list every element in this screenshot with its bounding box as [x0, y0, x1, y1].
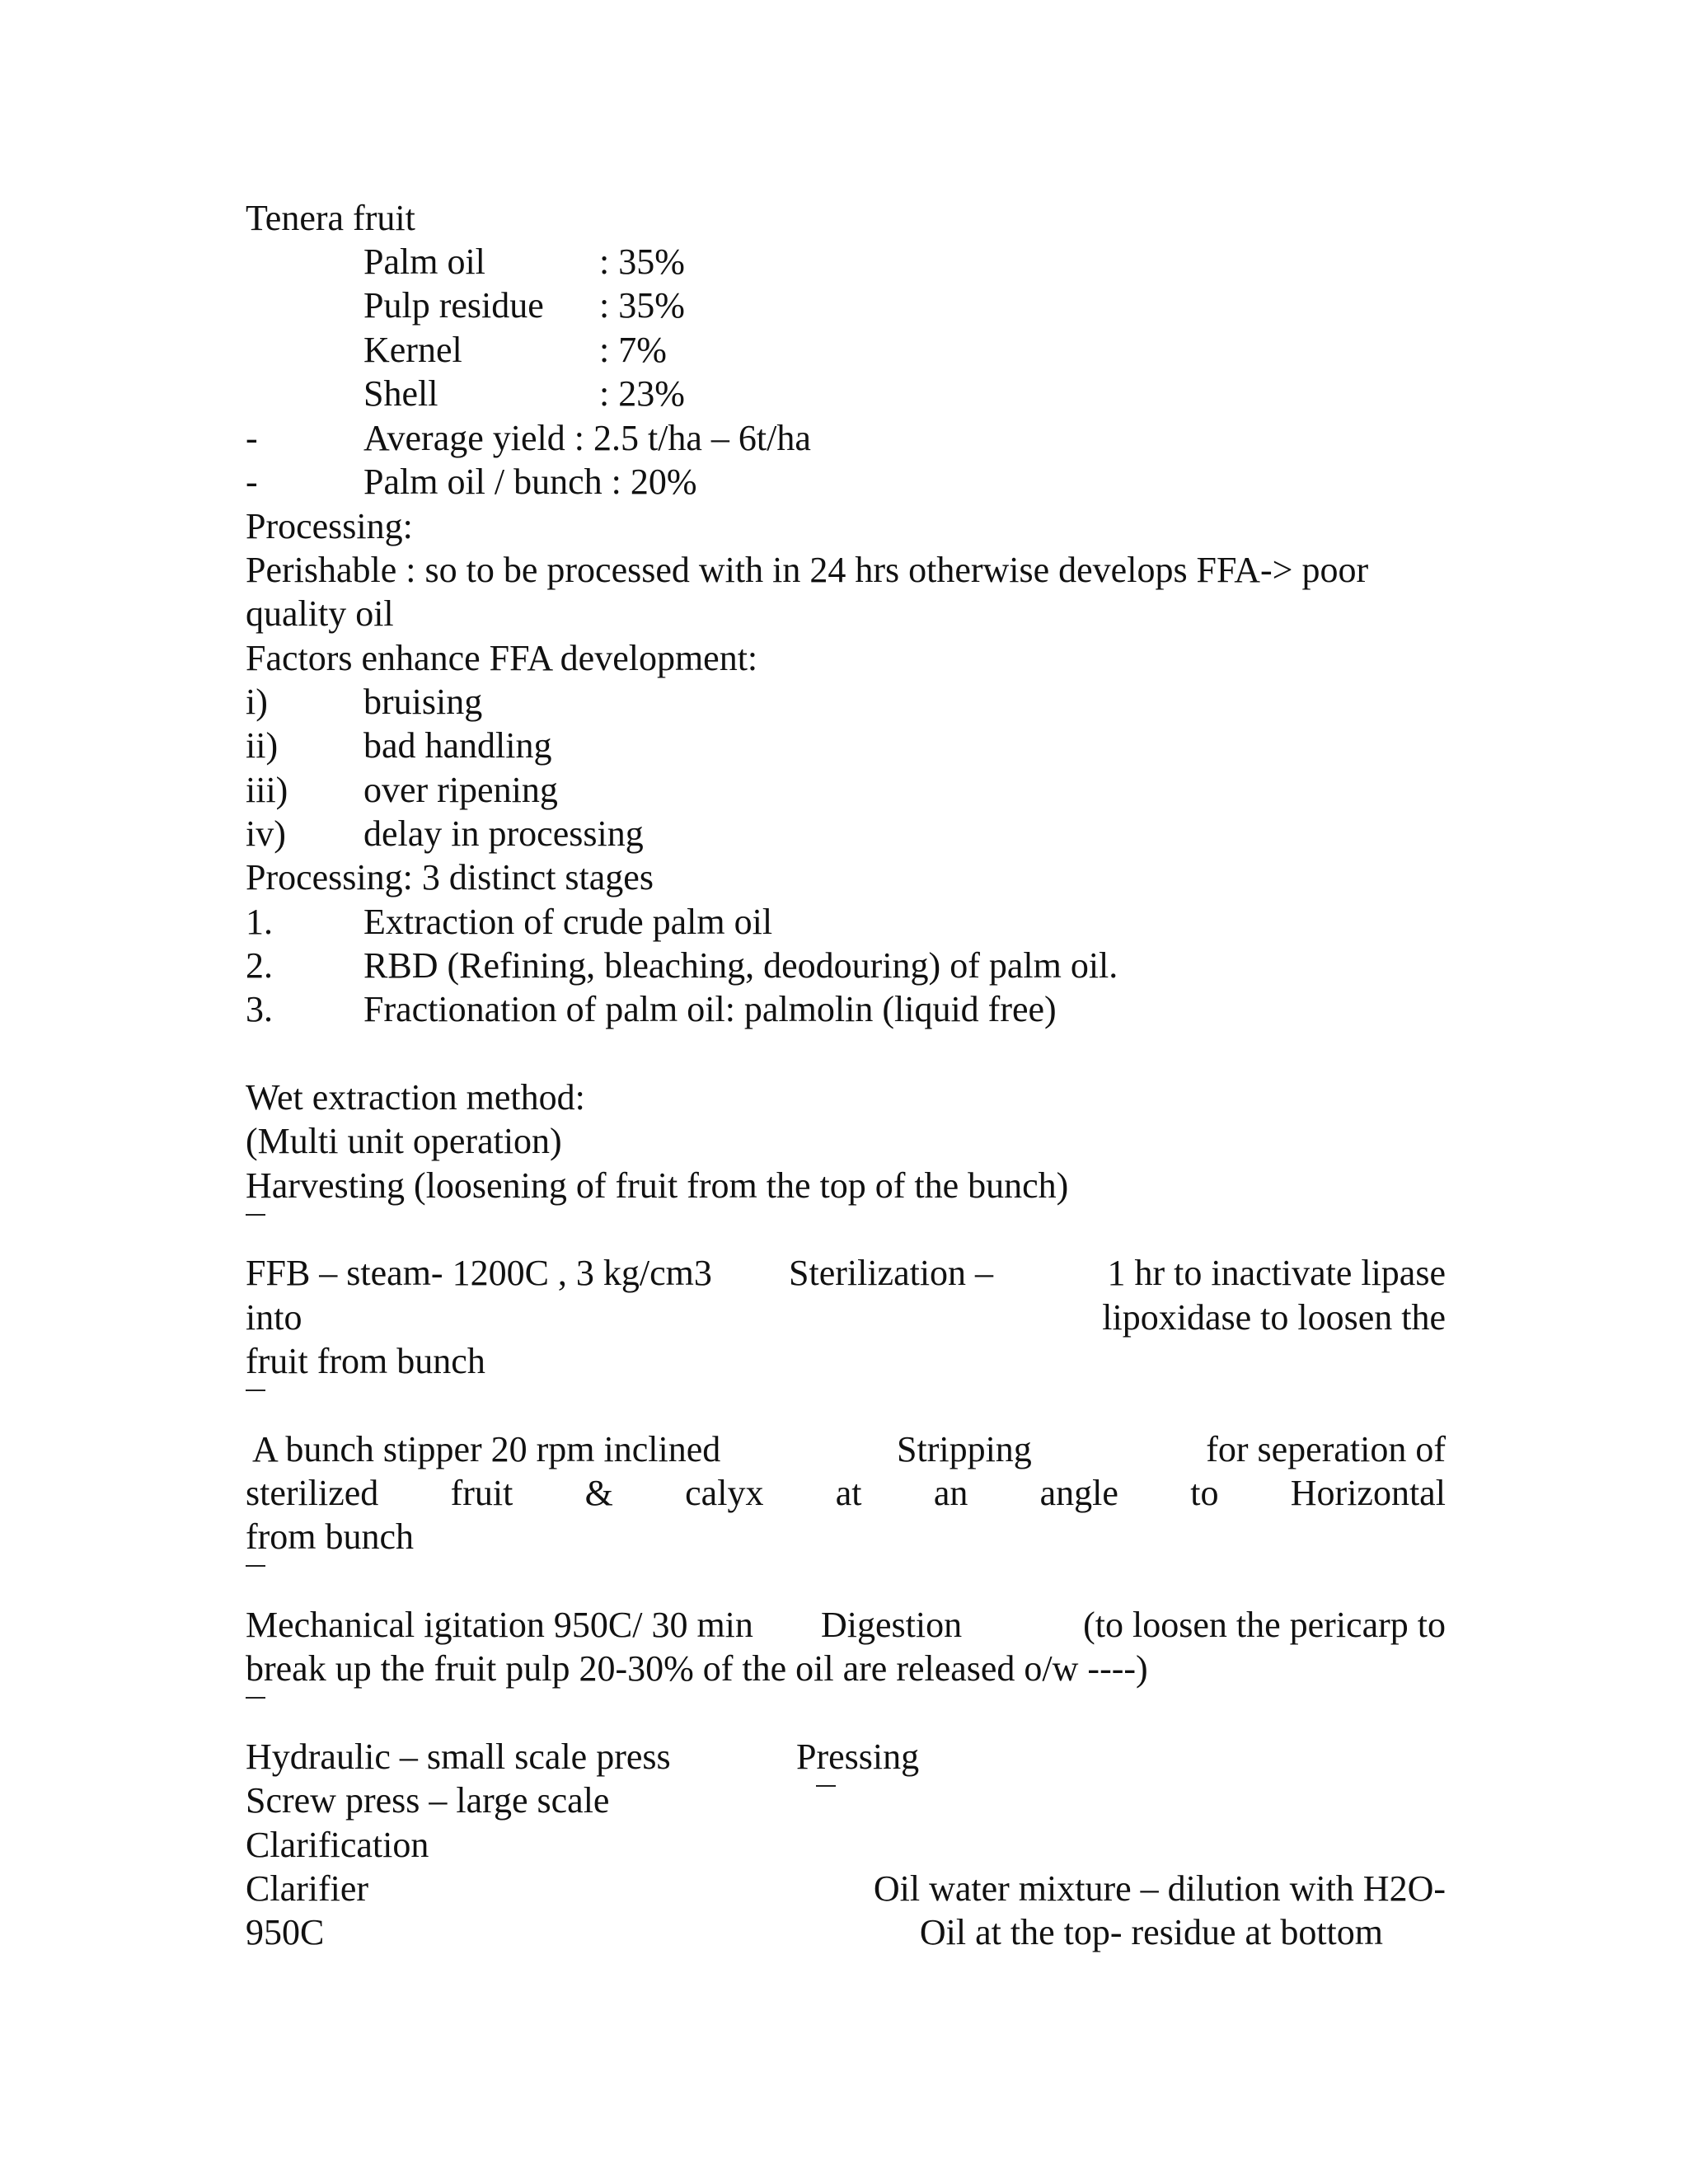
flow-arrow-mark	[246, 1565, 265, 1567]
sterilization-conditions: FFB – steam- 1200C , 3 kg/cm3	[246, 1253, 712, 1293]
factors-title: Factors enhance FFA development:	[246, 638, 758, 678]
harvesting-line: Harvesting (loosening of fruit from the top of the bunch)	[246, 1165, 1069, 1206]
bullet-marker: -	[246, 462, 258, 502]
stage-text: RBD (Refining, bleaching, deodouring) of palm oil.	[363, 945, 1118, 986]
word: calyx	[685, 1473, 764, 1513]
clarification-note: Oil water mixture – dilution with H2O-	[873, 1868, 1446, 1909]
composition-value: : 35%	[599, 241, 685, 282]
composition-label: Pulp residue	[363, 285, 544, 326]
stage-marker: 3.	[246, 989, 273, 1029]
composition-value: : 23%	[599, 373, 685, 414]
stripping-label: Stripping	[897, 1429, 1032, 1469]
word: angle	[1039, 1473, 1118, 1513]
word: fruit	[450, 1473, 513, 1513]
stripping-equipment: A bunch stipper 20 rpm inclined	[252, 1429, 721, 1469]
digestion-label: Digestion	[821, 1605, 963, 1645]
stage-text: Fractionation of palm oil: palmolin (liquid free)	[363, 989, 1057, 1029]
bullet-text: Palm oil / bunch : 20%	[363, 462, 697, 502]
factor-marker: iv)	[246, 813, 286, 854]
digestion-purpose: (to loosen the pericarp to	[1083, 1605, 1446, 1645]
factor-marker: iii)	[246, 770, 288, 810]
composition-value: : 7%	[599, 330, 667, 370]
factor-text: over ripening	[363, 770, 558, 810]
stage-marker: 1.	[246, 902, 273, 942]
factor-marker: ii)	[246, 725, 279, 766]
word: an	[933, 1473, 968, 1513]
composition-label: Shell	[363, 373, 438, 414]
bullet-text: Average yield : 2.5 t/ha – 6t/ha	[363, 418, 811, 458]
clarification-title: Clarification	[246, 1825, 429, 1865]
sterilization-label: Sterilization –	[789, 1253, 994, 1293]
word: &	[584, 1473, 613, 1513]
flow-arrow-mark	[816, 1785, 836, 1787]
flow-arrow-mark	[246, 1697, 265, 1699]
composition-label: Kernel	[363, 330, 462, 370]
wet-extraction-subtitle: (Multi unit operation)	[246, 1121, 562, 1161]
stages-title: Processing: 3 distinct stages	[246, 857, 654, 898]
pressing-screw: Screw press – large scale	[246, 1780, 610, 1821]
sterilization-text: fruit from bunch	[246, 1341, 485, 1381]
digestion-conditions: Mechanical igitation 950C/ 30 min	[246, 1605, 753, 1645]
word: Horizontal	[1290, 1473, 1446, 1513]
factor-text: delay in processing	[363, 813, 644, 854]
factor-marker: i)	[246, 682, 268, 722]
digestion-text: break up the fruit pulp 20-30% of the oil are released o/w ----)	[246, 1648, 1148, 1689]
flow-arrow-mark	[246, 1390, 265, 1391]
composition-value: : 35%	[599, 285, 685, 326]
sterilization-purpose: 1 hr to inactivate lipase	[1107, 1253, 1446, 1293]
sterilization-text: into	[246, 1297, 302, 1338]
perishable-line: quality oil	[246, 593, 394, 634]
factor-text: bruising	[363, 682, 483, 722]
flow-arrow-mark	[246, 1214, 265, 1216]
bullet-marker: -	[246, 418, 258, 458]
composition-label: Palm oil	[363, 241, 485, 282]
factor-text: bad handling	[363, 725, 552, 766]
wet-extraction-title: Wet extraction method:	[246, 1077, 585, 1118]
pressing-hydraulic: Hydraulic – small scale press	[246, 1736, 671, 1777]
word: at	[835, 1473, 862, 1513]
perishable-line: Perishable : so to be processed with in 24 hrs otherwise develops FFA-> poor	[246, 550, 1369, 590]
heading-tenera-fruit: Tenera fruit	[246, 198, 415, 238]
processing-title: Processing:	[246, 506, 413, 546]
clarifier-temperature: 950C	[246, 1912, 325, 1952]
word: sterilized	[246, 1473, 379, 1513]
stripping-justified-line	[246, 1471, 1446, 1516]
stage-marker: 2.	[246, 945, 273, 986]
word: to	[1190, 1473, 1219, 1513]
pressing-label: Pressing	[796, 1736, 920, 1777]
clarification-note: Oil at the top- residue at bottom	[919, 1912, 1383, 1952]
stripping-text: from bunch	[246, 1516, 415, 1557]
sterilization-purpose: lipoxidase to loosen the	[1102, 1297, 1446, 1338]
clarifier-label: Clarifier	[246, 1868, 369, 1909]
stage-text: Extraction of crude palm oil	[363, 902, 773, 942]
stripping-purpose: for seperation of	[1206, 1429, 1446, 1469]
